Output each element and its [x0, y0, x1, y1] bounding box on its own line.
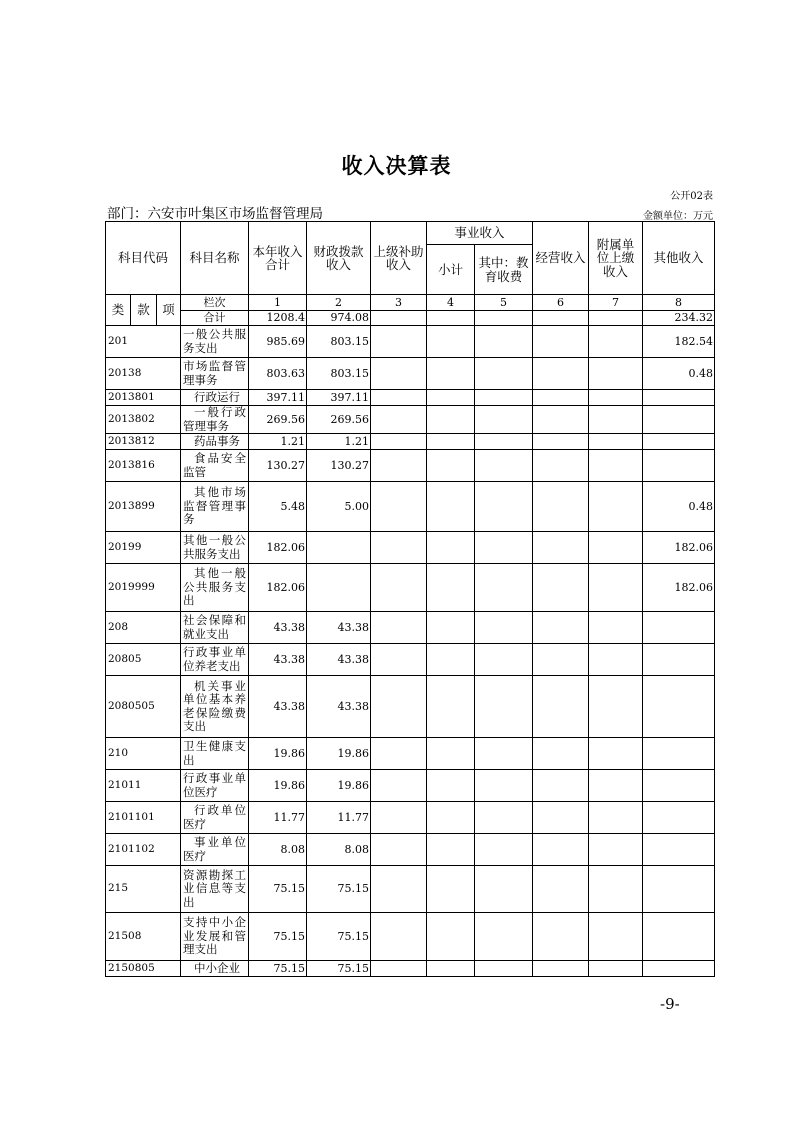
row-affiliated-turnover: [589, 564, 643, 612]
row-fiscal-appropriation: 19.86: [307, 770, 371, 802]
row-other-income: 0.48: [643, 482, 715, 532]
row-subtotal: [427, 434, 475, 450]
table-row: [106, 913, 715, 961]
table-row: [106, 406, 715, 434]
row-operating-income: [533, 834, 589, 866]
row-fiscal-appropriation: 8.08: [307, 834, 371, 866]
table-row: [106, 358, 715, 390]
row-education-fee: [475, 913, 533, 961]
row-name: 食品安全监管: [181, 450, 249, 482]
table-row: [106, 644, 715, 676]
row-name: 一般公共服务支出: [181, 326, 249, 358]
row-subtotal: [427, 406, 475, 434]
row-fiscal-appropriation: 803.15: [307, 326, 371, 358]
row-fiscal-appropriation: 19.86: [307, 738, 371, 770]
table-row: [106, 961, 715, 977]
table-row: [106, 390, 715, 406]
header-subtotal: 小计: [427, 245, 475, 295]
row-operating-income: [533, 326, 589, 358]
row-code: 2013812: [106, 434, 181, 450]
row-name: 支持中小企业发展和管理支出: [181, 913, 249, 961]
row-education-fee: [475, 434, 533, 450]
column-number: 2: [307, 295, 371, 311]
header-lei: 类: [106, 295, 131, 326]
row-education-fee: [475, 738, 533, 770]
total-other-income: 234.32: [643, 311, 715, 326]
row-fiscal-appropriation: 269.56: [307, 406, 371, 434]
row-other-income: [643, 738, 715, 770]
table-row: [106, 676, 715, 738]
header-current-income: 本年收入合计: [249, 222, 307, 295]
row-superior-subsidy: [371, 738, 427, 770]
row-affiliated-turnover: [589, 390, 643, 406]
row-other-income: [643, 802, 715, 834]
header-kuan: 款: [131, 295, 157, 326]
row-superior-subsidy: [371, 434, 427, 450]
row-affiliated-turnover: [589, 482, 643, 532]
header-fiscal-appropriation: 财政拨款收入: [307, 222, 371, 295]
row-code: 2101101: [106, 802, 181, 834]
unit-label: 金额单位：万元: [643, 211, 713, 222]
row-other-income: [643, 390, 715, 406]
row-name: 其他一般公共服务支出: [181, 564, 249, 612]
row-current-income: 11.77: [249, 802, 307, 834]
row-superior-subsidy: [371, 676, 427, 738]
row-superior-subsidy: [371, 358, 427, 390]
row-operating-income: [533, 612, 589, 644]
row-superior-subsidy: [371, 834, 427, 866]
total-fiscal-appropriation: 974.08: [307, 311, 371, 326]
total-label: 合计: [181, 311, 249, 326]
table-row: [106, 802, 715, 834]
row-fiscal-appropriation: [307, 532, 371, 564]
row-current-income: 182.06: [249, 564, 307, 612]
row-operating-income: [533, 390, 589, 406]
row-subtotal: [427, 532, 475, 564]
row-affiliated-turnover: [589, 434, 643, 450]
row-subtotal: [427, 564, 475, 612]
header-column-order: 栏次: [181, 295, 249, 311]
row-operating-income: [533, 434, 589, 450]
row-affiliated-turnover: [589, 802, 643, 834]
row-superior-subsidy: [371, 866, 427, 913]
row-fiscal-appropriation: 803.15: [307, 358, 371, 390]
row-current-income: 8.08: [249, 834, 307, 866]
row-name: 社会保障和就业支出: [181, 612, 249, 644]
row-other-income: [643, 406, 715, 434]
row-superior-subsidy: [371, 450, 427, 482]
row-code: 2013801: [106, 390, 181, 406]
row-code: 2101102: [106, 834, 181, 866]
row-current-income: 397.11: [249, 390, 307, 406]
table-row: [106, 482, 715, 532]
row-subtotal: [427, 802, 475, 834]
row-name: 资源勘探工业信息等支出: [181, 866, 249, 913]
row-affiliated-turnover: [589, 358, 643, 390]
row-affiliated-turnover: [589, 532, 643, 564]
row-superior-subsidy: [371, 770, 427, 802]
table-row: [106, 612, 715, 644]
header-operating-income: 经营收入: [533, 222, 589, 295]
row-fiscal-appropriation: 1.21: [307, 434, 371, 450]
row-operating-income: [533, 866, 589, 913]
row-other-income: [643, 961, 715, 977]
row-code: 210: [106, 738, 181, 770]
row-name: 卫生健康支出: [181, 738, 249, 770]
row-code: 21011: [106, 770, 181, 802]
row-education-fee: [475, 326, 533, 358]
row-current-income: 5.48: [249, 482, 307, 532]
row-fiscal-appropriation: [307, 564, 371, 612]
row-other-income: [643, 834, 715, 866]
row-superior-subsidy: [371, 406, 427, 434]
row-name: 行政单位医疗: [181, 802, 249, 834]
row-subtotal: [427, 390, 475, 406]
header-row-1: [106, 222, 715, 245]
row-affiliated-turnover: [589, 450, 643, 482]
header-xiang: 项: [157, 295, 181, 326]
row-current-income: 43.38: [249, 676, 307, 738]
row-operating-income: [533, 564, 589, 612]
table-row: [106, 532, 715, 564]
row-name: 药品事务: [181, 434, 249, 450]
row-superior-subsidy: [371, 390, 427, 406]
row-code: 20805: [106, 644, 181, 676]
total-subtotal: [427, 311, 475, 326]
row-other-income: 182.54: [643, 326, 715, 358]
row-code: 2150805: [106, 961, 181, 977]
column-number-row: [106, 295, 715, 311]
row-current-income: 43.38: [249, 612, 307, 644]
row-operating-income: [533, 450, 589, 482]
row-operating-income: [533, 644, 589, 676]
row-fiscal-appropriation: 5.00: [307, 482, 371, 532]
row-superior-subsidy: [371, 532, 427, 564]
table-row: [106, 564, 715, 612]
row-name: 市场监督管理事务: [181, 358, 249, 390]
column-number: 8: [643, 295, 715, 311]
row-affiliated-turnover: [589, 770, 643, 802]
row-education-fee: [475, 358, 533, 390]
row-education-fee: [475, 612, 533, 644]
row-operating-income: [533, 961, 589, 977]
row-code: 215: [106, 866, 181, 913]
row-name: 中小企业: [181, 961, 249, 977]
row-operating-income: [533, 676, 589, 738]
row-superior-subsidy: [371, 612, 427, 644]
row-operating-income: [533, 770, 589, 802]
row-current-income: 75.15: [249, 961, 307, 977]
row-code: 2080505: [106, 676, 181, 738]
row-education-fee: [475, 644, 533, 676]
row-affiliated-turnover: [589, 866, 643, 913]
total-operating-income: [533, 311, 589, 326]
total-current-income: 1208.4: [249, 311, 307, 326]
header-code: 科目代码: [106, 222, 181, 295]
row-education-fee: [475, 834, 533, 866]
income-table: [105, 221, 715, 977]
row-current-income: 182.06: [249, 532, 307, 564]
total-education-fee: [475, 311, 533, 326]
row-education-fee: [475, 770, 533, 802]
row-subtotal: [427, 834, 475, 866]
row-other-income: 182.06: [643, 532, 715, 564]
table-row: [106, 738, 715, 770]
row-affiliated-turnover: [589, 738, 643, 770]
row-subtotal: [427, 326, 475, 358]
row-name: 行政运行: [181, 390, 249, 406]
row-other-income: [643, 770, 715, 802]
row-subtotal: [427, 612, 475, 644]
header-affiliated-turnover: 附属单位上缴收入: [589, 222, 643, 295]
row-other-income: [643, 866, 715, 913]
row-education-fee: [475, 532, 533, 564]
table-id: 公开02表: [670, 191, 713, 202]
row-current-income: 75.15: [249, 913, 307, 961]
row-code: 20138: [106, 358, 181, 390]
row-superior-subsidy: [371, 326, 427, 358]
row-superior-subsidy: [371, 564, 427, 612]
row-superior-subsidy: [371, 482, 427, 532]
row-other-income: 182.06: [643, 564, 715, 612]
row-subtotal: [427, 644, 475, 676]
total-row: [106, 311, 715, 326]
row-education-fee: [475, 961, 533, 977]
row-operating-income: [533, 482, 589, 532]
row-fiscal-appropriation: 75.15: [307, 866, 371, 913]
row-subtotal: [427, 913, 475, 961]
row-subtotal: [427, 770, 475, 802]
row-code: 2013802: [106, 406, 181, 434]
row-code: 201: [106, 326, 181, 358]
row-education-fee: [475, 802, 533, 834]
row-fiscal-appropriation: 43.38: [307, 612, 371, 644]
row-current-income: 803.63: [249, 358, 307, 390]
row-current-income: 130.27: [249, 450, 307, 482]
row-name: 机关事业单位基本养老保险缴费支出: [181, 676, 249, 738]
row-subtotal: [427, 482, 475, 532]
row-fiscal-appropriation: 75.15: [307, 961, 371, 977]
row-name: 行政事业单位医疗: [181, 770, 249, 802]
row-operating-income: [533, 738, 589, 770]
row-other-income: [643, 434, 715, 450]
row-education-fee: [475, 450, 533, 482]
row-fiscal-appropriation: 11.77: [307, 802, 371, 834]
row-affiliated-turnover: [589, 644, 643, 676]
row-affiliated-turnover: [589, 913, 643, 961]
row-education-fee: [475, 564, 533, 612]
row-current-income: 269.56: [249, 406, 307, 434]
row-current-income: 19.86: [249, 770, 307, 802]
row-subtotal: [427, 738, 475, 770]
row-affiliated-turnover: [589, 612, 643, 644]
row-current-income: 19.86: [249, 738, 307, 770]
row-fiscal-appropriation: 43.38: [307, 676, 371, 738]
table-row: [106, 770, 715, 802]
row-code: 2019999: [106, 564, 181, 612]
row-code: 2013899: [106, 482, 181, 532]
table-row: [106, 326, 715, 358]
row-superior-subsidy: [371, 802, 427, 834]
page-title: 收入决算表: [341, 154, 452, 178]
row-code: 21508: [106, 913, 181, 961]
row-name: 事业单位医疗: [181, 834, 249, 866]
header-name: 科目名称: [181, 222, 249, 295]
row-fiscal-appropriation: 43.38: [307, 644, 371, 676]
row-education-fee: [475, 866, 533, 913]
column-number: 4: [427, 295, 475, 311]
row-superior-subsidy: [371, 913, 427, 961]
row-name: 一般行政管理事务: [181, 406, 249, 434]
row-other-income: [643, 450, 715, 482]
table-row: [106, 434, 715, 450]
header-business-income: 事业收入: [427, 222, 533, 245]
row-other-income: [643, 676, 715, 738]
row-current-income: 43.38: [249, 644, 307, 676]
row-current-income: 1.21: [249, 434, 307, 450]
row-current-income: 985.69: [249, 326, 307, 358]
row-education-fee: [475, 406, 533, 434]
row-code: 208: [106, 612, 181, 644]
row-name: 其他市场监督管理事务: [181, 482, 249, 532]
row-operating-income: [533, 358, 589, 390]
row-subtotal: [427, 358, 475, 390]
page-number: -9-: [660, 995, 680, 1013]
row-education-fee: [475, 676, 533, 738]
row-operating-income: [533, 802, 589, 834]
total-superior-subsidy: [371, 311, 427, 326]
column-number: 7: [589, 295, 643, 311]
row-fiscal-appropriation: 130.27: [307, 450, 371, 482]
header-education-fee: 其中：教育收费: [475, 245, 533, 295]
row-affiliated-turnover: [589, 961, 643, 977]
row-superior-subsidy: [371, 644, 427, 676]
row-name: 其他一般公共服务支出: [181, 532, 249, 564]
department-label: 部门：六安市叶集区市场监督管理局: [107, 206, 323, 222]
row-name: 行政事业单位养老支出: [181, 644, 249, 676]
total-affiliated-turnover: [589, 311, 643, 326]
row-code: 2013816: [106, 450, 181, 482]
row-operating-income: [533, 913, 589, 961]
row-affiliated-turnover: [589, 326, 643, 358]
row-code: 20199: [106, 532, 181, 564]
header-other-income: 其他收入: [643, 222, 715, 295]
header-superior-subsidy: 上级补助收入: [371, 222, 427, 295]
row-fiscal-appropriation: 75.15: [307, 913, 371, 961]
row-subtotal: [427, 450, 475, 482]
column-number: 6: [533, 295, 589, 311]
row-affiliated-turnover: [589, 406, 643, 434]
table-row: [106, 450, 715, 482]
row-operating-income: [533, 406, 589, 434]
column-number: 1: [249, 295, 307, 311]
table-row: [106, 866, 715, 913]
column-number: 5: [475, 295, 533, 311]
row-fiscal-appropriation: 397.11: [307, 390, 371, 406]
column-number: 3: [371, 295, 427, 311]
row-subtotal: [427, 866, 475, 913]
row-superior-subsidy: [371, 961, 427, 977]
row-affiliated-turnover: [589, 676, 643, 738]
row-other-income: 0.48: [643, 358, 715, 390]
row-operating-income: [533, 532, 589, 564]
row-education-fee: [475, 390, 533, 406]
row-education-fee: [475, 482, 533, 532]
row-other-income: [643, 644, 715, 676]
row-other-income: [643, 612, 715, 644]
table-row: [106, 834, 715, 866]
row-subtotal: [427, 961, 475, 977]
row-affiliated-turnover: [589, 834, 643, 866]
row-other-income: [643, 913, 715, 961]
row-subtotal: [427, 676, 475, 738]
row-current-income: 75.15: [249, 866, 307, 913]
